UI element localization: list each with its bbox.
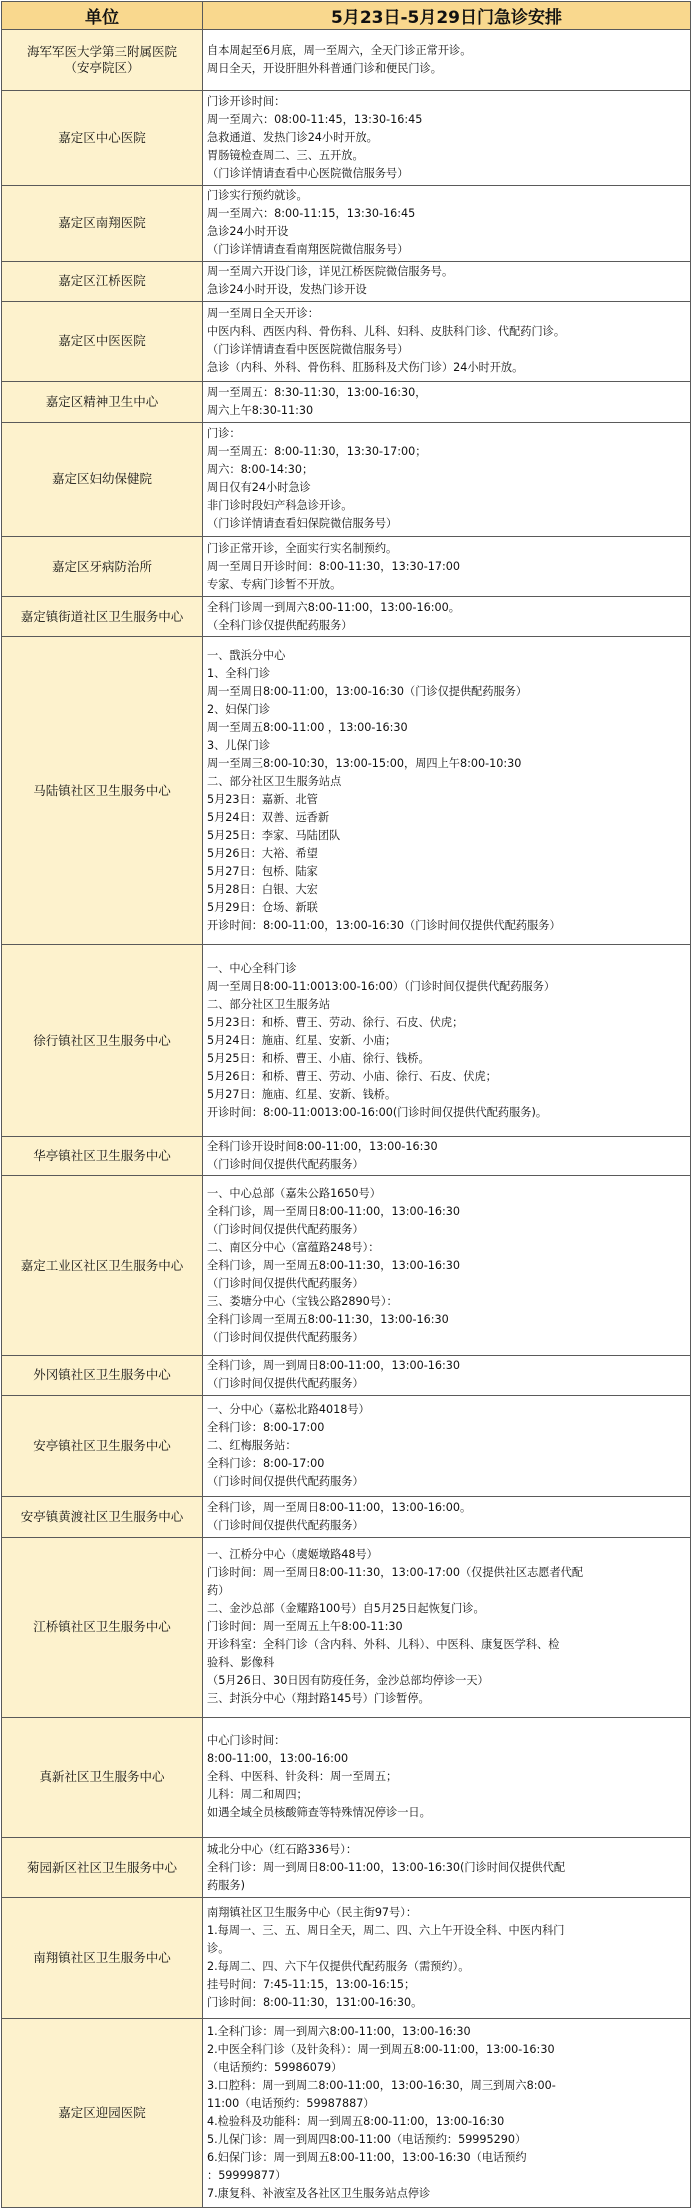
schedule-cell [203, 90, 691, 185]
schedule-line: 5月27日：施庙、红星、安新、钱桥。 [207, 1087, 397, 1101]
schedule-line: 周一至周日全天开诊： [207, 307, 319, 321]
schedule-line: 开诊时间：8:00-11:0013:00-16:00(门诊时间仅提供代配药服务)。 [207, 1105, 548, 1119]
schedule-line: 门诊： [207, 427, 241, 441]
table-row [2, 1717, 691, 1837]
schedule-line: 3.口腔科：周一到周二8:00-11:00，13:00-16:30，周三到周六8:00- [207, 2078, 556, 2092]
unit-cell [2, 30, 203, 91]
unit-cell [2, 1395, 203, 1496]
schedule-line: 5月24日：双善、远香新 [207, 810, 330, 824]
schedule-cell [203, 2018, 691, 2207]
schedule-line: 二、金沙总部（金耀路100号）自5月25日起恢复门诊。 [207, 1602, 485, 1616]
table-row [2, 1537, 691, 1717]
table-row [2, 422, 691, 536]
schedule-cell [203, 1537, 691, 1717]
unit-name-line: 南翔镇社区卫生服务中心 [33, 1950, 171, 1966]
schedule-line: 全科门诊：8:00-17:00 [207, 1457, 325, 1471]
schedule-line: 周一至周三8:00-10:30，13:00-15:00，周四上午8:00-10:30 [207, 756, 522, 770]
schedule-line: 药） [207, 1584, 230, 1598]
unit-cell [2, 1497, 203, 1538]
unit-cell [2, 597, 203, 637]
unit-cell [2, 2018, 203, 2207]
header-unit: 单位 [2, 2, 203, 30]
schedule-line: 急诊24小时开设，发热门诊开设 [207, 283, 367, 297]
schedule-line: 周六：8:00-14:30； [207, 463, 314, 477]
schedule-cell [203, 261, 691, 301]
schedule-line: 周六上午8:30-11:30 [207, 404, 314, 418]
schedule-line: 5月27日：包桥、陆家 [207, 864, 318, 878]
schedule-cell [203, 536, 691, 597]
schedule-line: 2.每周二、四、六下午仅提供代配药服务（需预约）。 [207, 1960, 470, 1974]
unit-name-line: 嘉定区迎园医院 [58, 2104, 146, 2120]
schedule-line: 周一至周日开诊时间：8:00-11:30，13:30-17:00 [207, 559, 460, 573]
schedule-line: 1、全科门诊 [207, 666, 271, 680]
schedule-line: 胃肠镜检查周二、三、五开放。 [207, 148, 364, 162]
schedule-line: 7.康复科、补液室及各社区卫生服务站点停诊 [207, 2186, 431, 2200]
schedule-line: 急诊（内科、外科、骨伤科、肛肠科及犬伤门诊）24小时开放。 [207, 361, 524, 375]
unit-name-line: 嘉定镇街道社区卫生服务中心 [20, 608, 184, 624]
schedule-line: 5月23日：嘉新、北管 [207, 792, 318, 806]
schedule-line: 二、南区分中心（富蕴路248号）： [207, 1240, 380, 1254]
schedule-line: 一、分中心（嘉松北路4018号） [207, 1403, 370, 1417]
table-row [2, 1497, 691, 1538]
schedule-line: 1.每周一、三、五、周日全天，周二、四、六上午开设全科、中医内科门 [207, 1924, 565, 1938]
schedule-cell [203, 1176, 691, 1356]
table-body [2, 30, 691, 2208]
schedule-line: 周日仅有24小时急诊 [207, 481, 311, 495]
unit-name-line: 菊园新区社区卫生服务中心 [26, 1859, 177, 1875]
schedule-line: 二、部分社区卫生服务站点 [207, 774, 342, 788]
table-row [2, 90, 691, 185]
schedule-line: （门诊时间仅提供代配药服务） [207, 1377, 364, 1391]
unit-name-line: 嘉定工业区社区卫生服务中心 [20, 1257, 184, 1273]
table-row [2, 2018, 691, 2207]
table-row [2, 1176, 691, 1356]
schedule-line: 门诊时间：周一至周五上午8:00-11:30 [207, 1620, 403, 1634]
schedule-line: （门诊时间仅提供代配药服务） [207, 1222, 364, 1236]
unit-name-line: 徐行镇社区卫生服务中心 [33, 1032, 171, 1048]
schedule-line: 5月26日：大裕、希望 [207, 846, 318, 860]
unit-name-line: （安亭院区） [64, 59, 140, 75]
table-row [2, 597, 691, 637]
schedule-cell [203, 597, 691, 637]
schedule-line: 全科门诊，周一至周日8:00-11:00，13:00-16:00。 [207, 1501, 472, 1515]
unit-name-line: 安亭镇黄渡社区卫生服务中心 [20, 1509, 184, 1525]
schedule-line: 全科门诊开设时间8:00-11:00，13:00-16:30 [207, 1140, 438, 1154]
schedule-line: 周一至周五：8:00-11:30，13:30-17:00； [207, 445, 427, 459]
table-row [2, 185, 691, 261]
schedule-line: 5月25日：和桥、曹王、小庙、徐行、钱桥。 [207, 1051, 430, 1065]
schedule-line: 周一至周日8:00-11:0013:00-16:00）（门诊时间仅提供代配药服务） [207, 979, 556, 993]
schedule-cell [203, 185, 691, 261]
unit-name-line: 安亭镇社区卫生服务中心 [33, 1438, 171, 1454]
schedule-line: 挂号时间：7:45-11:15，13:00-16:15； [207, 1978, 416, 1992]
schedule-line: 周一至周日8:00-11:00，13:00-16:30（门诊仅提供配药服务） [207, 684, 528, 698]
schedule-line: （门诊详情请查看妇保院微信服务号） [207, 517, 398, 531]
unit-name-line: 嘉定区妇幼保健院 [51, 471, 152, 487]
schedule-cell [203, 1136, 691, 1176]
unit-cell [2, 422, 203, 536]
schedule-cell [203, 637, 691, 945]
schedule-line: 药服务) [207, 1878, 245, 1892]
unit-name-line: 海军军医大学第三附属医院 [26, 43, 177, 59]
schedule-line: 非门诊时段妇产科急诊开诊。 [207, 499, 353, 513]
unit-cell [2, 382, 203, 423]
schedule-line: （5月26日、30日因有防疫任务，金沙总部均停诊一天） [207, 1674, 489, 1688]
schedule-line: 周日全天，开设肝胆外科普通门诊和便民门诊。 [207, 61, 442, 75]
schedule-cell [203, 1837, 691, 1898]
schedule-line: 周一至周六开设门诊，详见江桥医院微信服务号。 [207, 265, 454, 279]
unit-name-line: 嘉定区牙病防治所 [51, 558, 152, 574]
schedule-line: 城北分中心（红石路336号）： [207, 1842, 358, 1856]
schedule-line: 三、娄塘分中心（宝钱公路2890号）： [207, 1294, 398, 1308]
schedule-line: 全科门诊，周一至周五8:00-11:30，13:00-16:30 [207, 1258, 460, 1272]
unit-name-line: 真新社区卫生服务中心 [39, 1769, 165, 1785]
unit-cell [2, 1837, 203, 1898]
unit-cell [2, 1356, 203, 1396]
unit-cell [2, 90, 203, 185]
schedule-line: 5.儿保门诊：周一到周四8:00-11:00（电话预约：59995290） [207, 2132, 527, 2146]
schedule-line: 3、儿保门诊 [207, 738, 271, 752]
unit-name-line: 嘉定区中心医院 [58, 129, 146, 145]
schedule-line: 验科、影像科 [207, 1656, 275, 1670]
schedule-line: 开诊科室：全科门诊（含内科、外科、儿科）、中医科、康复医学科、检 [207, 1638, 560, 1652]
schedule-line: 二、部分社区卫生服务站 [207, 997, 331, 1011]
schedule-cell [203, 1356, 691, 1396]
schedule-cell [203, 945, 691, 1136]
schedule-line: 门诊时间：8:00-11:30，131:00-16:30。 [207, 1996, 423, 2010]
unit-cell [2, 637, 203, 945]
unit-name-line: 嘉定区中医医院 [58, 333, 146, 349]
unit-cell [2, 536, 203, 597]
schedule-line: 全科门诊周一到周六8:00-11:00，13:00-16:00。 [207, 600, 460, 614]
schedule-line: 5月23日：和桥、曹王、劳动、徐行、石皮、伏虎； [207, 1015, 464, 1029]
unit-cell [2, 261, 203, 301]
schedule-line: 一、中心总部（嘉朱公路1650号） [207, 1186, 381, 1200]
unit-cell [2, 1898, 203, 2018]
schedule-line: 二、红梅服务站： [207, 1439, 297, 1453]
schedule-line: （全科门诊仅提供配药服务） [207, 618, 353, 632]
unit-cell [2, 945, 203, 1136]
schedule-line: 全科门诊：8:00-17:00 [207, 1421, 325, 1435]
unit-cell [2, 1136, 203, 1176]
unit-name-line: 华亭镇社区卫生服务中心 [33, 1148, 171, 1164]
unit-cell [2, 185, 203, 261]
schedule-line: 儿科：周二和周四； [207, 1788, 308, 1802]
unit-name-line: 马陆镇社区卫生服务中心 [33, 782, 171, 798]
unit-name-line: 外冈镇社区卫生服务中心 [33, 1367, 171, 1383]
table-row [2, 261, 691, 301]
schedule-line: （门诊时间仅提供代配药服务） [207, 1475, 364, 1489]
schedule-line: （电话预约：59986079） [207, 2060, 343, 2074]
schedule-line: 5月28日：白银、大宏 [207, 882, 318, 896]
schedule-line: 自本周起至6月底，周一至周六，全天门诊正常开诊。 [207, 43, 472, 57]
schedule-line: （门诊详情请查看中心医院微信服务号） [207, 166, 409, 180]
schedule-line: 5月26日：和桥、曹王、劳动、小庙、徐行、石皮、伏虎； [207, 1069, 497, 1083]
unit-name-line: 嘉定区精神卫生中心 [45, 394, 159, 410]
schedule-line: 5月29日：仓场、新联 [207, 900, 318, 914]
schedule-line: （门诊时间仅提供代配药服务） [207, 1519, 364, 1533]
schedule-line: 全科门诊周一至周五8:00-11:30，13:00-16:30 [207, 1312, 449, 1326]
table-row [2, 1356, 691, 1396]
schedule-line: 一、戬浜分中心 [207, 648, 286, 662]
schedule-line: 门诊实行预约就诊。 [207, 189, 308, 203]
table-row [2, 1395, 691, 1496]
schedule-line: 一、中心全科门诊 [207, 961, 297, 975]
unit-name-line: 嘉定区江桥医院 [58, 273, 146, 289]
schedule-line: 南翔镇社区卫生服务中心（民主街97号）： [207, 1906, 418, 1920]
schedule-line: 11:00（电话预约：59987887） [207, 2096, 375, 2110]
table-header-row [2, 2, 691, 30]
schedule-line: 门诊时间：周一至周日8:00-11:30，13:00-17:00（仅提供社区志愿者代配 [207, 1566, 584, 1580]
schedule-line: 急救通道、发热门诊24小时开放。 [207, 130, 378, 144]
schedule-line: 5月25日：李家、马陆团队 [207, 828, 341, 842]
schedule-line: ：59999877） [207, 2168, 287, 2182]
schedule-cell [203, 1717, 691, 1837]
schedule-line: 全科门诊，周一至周日8:00-11:00，13:00-16:30 [207, 1204, 460, 1218]
schedule-line: 全科、中医科、针灸科：周一至周五； [207, 1770, 398, 1784]
schedule-line: （门诊时间仅提供代配药服务） [207, 1330, 364, 1344]
schedule-line: 6.妇保门诊：周一到周五8:00-11:00，13:00-16:30（电话预约 [207, 2150, 527, 2164]
table-row [2, 637, 691, 945]
schedule-line: 门诊正常开诊，全面实行实名制预约。 [207, 541, 398, 555]
clinic-schedule-table [1, 1, 691, 2208]
schedule-line: 周一至周六：8:00-11:15，13:30-16:45 [207, 207, 416, 221]
schedule-line: （门诊详情请查看南翔医院微信服务号） [207, 243, 409, 257]
unit-name-line: 江桥镇社区卫生服务中心 [33, 1619, 171, 1635]
schedule-line: 开诊时间：8:00-11:00，13:00-16:30（门诊时间仅提供代配药服务） [207, 918, 561, 932]
schedule-line: 门诊开诊时间： [207, 94, 286, 108]
header-schedule: 5月23日-5月29日门急诊安排 [203, 2, 691, 30]
schedule-line: 5月24日：施庙、红星、安新、小庙； [207, 1033, 397, 1047]
table-row [2, 301, 691, 381]
schedule-line: 8:00-11:00，13:00-16:00 [207, 1752, 349, 1766]
unit-name-line: 嘉定区南翔医院 [58, 215, 146, 231]
unit-cell [2, 1537, 203, 1717]
schedule-line: 周一至周五8:00-11:00 ，13:00-16:30 [207, 720, 408, 734]
schedule-line: 周一至周五：8:30-11:30，13:00-16:30， [207, 386, 427, 400]
schedule-line: 2、妇保门诊 [207, 702, 271, 716]
table-row [2, 1898, 691, 2018]
schedule-line: 专家、专病门诊暂不开放。 [207, 577, 342, 591]
table-row [2, 30, 691, 91]
unit-cell [2, 1176, 203, 1356]
schedule-cell [203, 382, 691, 423]
schedule-line: 三、封浜分中心（翔封路145号）门诊暂停。 [207, 1692, 430, 1706]
table-row [2, 945, 691, 1136]
schedule-line: 中心门诊时间： [207, 1734, 286, 1748]
unit-cell [2, 1717, 203, 1837]
schedule-line: （门诊详情请查看中医医院微信服务号） [207, 343, 409, 357]
table-row [2, 1136, 691, 1176]
schedule-cell [203, 301, 691, 381]
schedule-cell [203, 422, 691, 536]
schedule-line: 一、江桥分中心（虞姬墩路48号） [207, 1548, 378, 1562]
schedule-cell [203, 30, 691, 91]
schedule-line: 诊。 [207, 1942, 230, 1956]
schedule-line: 如遇全域全员核酸筛查等特殊情况停诊一日。 [207, 1806, 431, 1820]
table-row [2, 1837, 691, 1898]
table-row [2, 382, 691, 423]
schedule-line: 全科门诊，周一到周日8:00-11:00，13:00-16:30 [207, 1359, 460, 1373]
schedule-line: （门诊时间仅提供代配药服务） [207, 1158, 364, 1172]
schedule-line: 2.中医全科门诊（及针灸科）：周一到周五8:00-11:00，13:00-16:30 [207, 2042, 555, 2056]
schedule-line: 急诊24小时开设 [207, 225, 289, 239]
schedule-line: （门诊时间仅提供代配药服务） [207, 1276, 364, 1290]
schedule-line: 中医内科、西医内科、骨伤科、儿科、妇科、皮肤科门诊、代配药门诊。 [207, 325, 566, 339]
schedule-cell [203, 1497, 691, 1538]
schedule-line: 全科门诊：周一到周日8:00-11:00，13:00-16:30(门诊时间仅提供代配 [207, 1860, 566, 1874]
table-row [2, 536, 691, 597]
schedule-line: 4.检验科及功能科：周一到周五8:00-11:00，13:00-16:30 [207, 2114, 505, 2128]
schedule-line: 周一至周六：08:00-11:45，13:30-16:45 [207, 112, 423, 126]
schedule-line: 1.全科门诊：周一到周六8:00-11:00，13:00-16:30 [207, 2024, 471, 2038]
schedule-cell [203, 1898, 691, 2018]
unit-cell [2, 301, 203, 381]
schedule-cell [203, 1395, 691, 1496]
